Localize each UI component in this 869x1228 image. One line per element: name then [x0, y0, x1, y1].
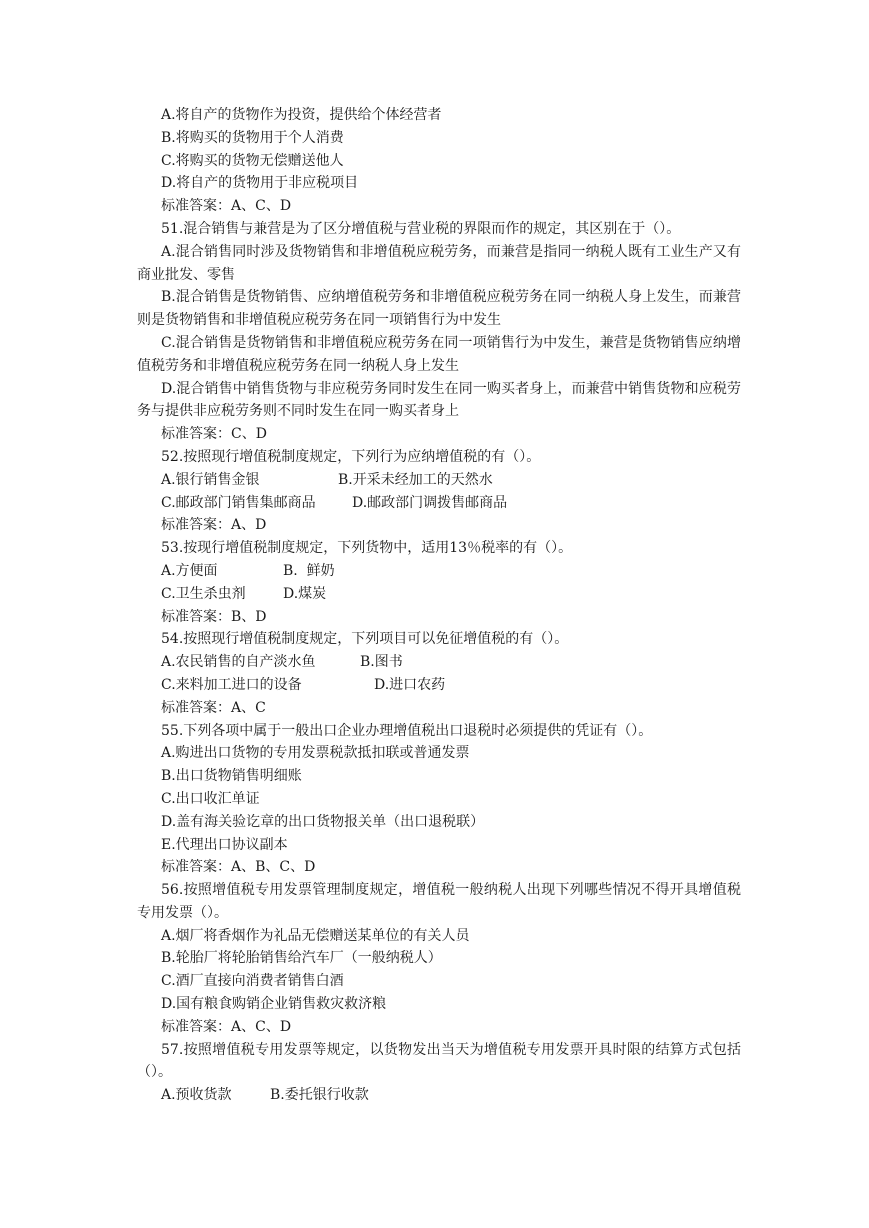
q56-option-c: C.酒厂直接向消费者销售白酒	[161, 973, 344, 990]
q53-option-a: A.方便面	[161, 562, 218, 579]
q51-option-a: A.混合销售同时涉及货物销售和非增值税应税劳务，而兼营是指同一纳税人既有工业生产又有商业批发、零售	[137, 243, 741, 283]
q53-option-c: C.卫生杀虫剂	[161, 585, 246, 602]
q54-option-c: C.来料加工进口的设备	[161, 676, 302, 693]
q54-option-d: D.进口农药	[374, 676, 446, 693]
q54-option-a: A.农民销售的自产淡水鱼	[161, 654, 316, 671]
q50-answer: 标准答案：A、C、D	[161, 198, 292, 215]
q52-options-row-1	[137, 469, 741, 492]
q52-option-d: D.邮政部门调拨售邮商品	[352, 494, 508, 511]
q53-options-row-2	[137, 583, 741, 606]
q55-question: 55.下列各项中属于一般出口企业办理增值税出口退税时必须提供的凭证有（）。	[161, 722, 653, 739]
q55-answer: 标准答案：A、B、C、D	[161, 859, 316, 876]
q53-options-row-1	[137, 560, 741, 583]
q54-answer: 标准答案：A、C	[161, 699, 266, 716]
q52-option-c: C.邮政部门销售集邮商品	[161, 494, 316, 511]
q51-option-b: B.混合销售是货物销售、应纳增值税劳务和非增值税应税劳务在同一纳税人身上发生，而兼营则是货物销售和非增值税应税劳务在同一项销售行为中发生	[137, 289, 741, 329]
q54-option-b: B.图书	[360, 654, 403, 671]
q57-option-b: B.委托银行收款	[270, 1087, 369, 1104]
q52-option-a: A.银行销售金银	[161, 471, 260, 488]
document-page	[137, 104, 741, 1107]
q55-option-d: D.盖有海关验讫章的出口货物报关单（出口退税联）	[161, 813, 485, 830]
q50-option-d: D.将自产的货物用于非应税项目	[161, 175, 359, 192]
q52-question: 52.按照现行增值税制度规定，下列行为应纳增值税的有（）。	[161, 448, 541, 465]
q53-option-d: D.煤炭	[283, 585, 327, 602]
q53-option-b: B. 鲜奶	[283, 562, 335, 579]
q51-option-d: D.混合销售中销售货物与非应税劳务同时发生在同一购买者身上，而兼营中销售货物和应税劳务与提供非应税劳务则不同时发生在同一购买者身上	[137, 380, 741, 420]
q56-option-b: B.轮胎厂将轮胎销售给汽车厂（一般纳税人）	[161, 950, 442, 967]
q54-question: 54.按照现行增值税制度规定，下列项目可以免征增值税的有（）。	[161, 631, 569, 648]
q52-answer: 标准答案：A、D	[161, 517, 267, 534]
q55-option-e: E.代理出口协议副本	[161, 836, 288, 853]
q51-answer: 标准答案：C、D	[161, 426, 267, 443]
q55-option-b: B.出口货物销售明细账	[161, 768, 302, 785]
q55-option-a: A.购进出口货物的专用发票税款抵扣联或普通发票	[161, 745, 470, 762]
q56-question: 56.按照增值税专用发票管理制度规定，增值税一般纳税人出现下列哪些情况不得开具增值税专用发票（）。	[137, 882, 741, 921]
q54-options-row-2	[137, 674, 741, 697]
q57-options-row-1	[137, 1084, 741, 1107]
q51-option-c: C.混合销售是货物销售和非增值税应税劳务在同一项销售行为中发生，兼营是货物销售应纳增值税劳务和非增值税应税劳务在同一纳税人身上发生	[137, 334, 741, 374]
q50-option-a: A.将自产的货物作为投资，提供给个体经营者	[161, 107, 442, 123]
q56-answer: 标准答案：A、C、D	[161, 1018, 292, 1035]
q52-options-row-2	[137, 492, 741, 515]
q55-option-c: C.出口收汇单证	[161, 790, 260, 807]
q53-answer: 标准答案：B、D	[161, 608, 267, 625]
q57-option-a: A.预收货款	[161, 1087, 232, 1104]
q50-option-b: B.将购买的货物用于个人消费	[161, 129, 344, 146]
q57-question: 57.按照增值税专用发票等规定，以货物发出当天为增值税专用发票开具时限的结算方式包括（）。	[137, 1041, 741, 1081]
q53-question: 53.按现行增值税制度规定，下列货物中，适用13％税率的有（）。	[161, 540, 573, 557]
q50-option-c: C.将购买的货物无偿赠送他人	[161, 152, 344, 169]
q51-question: 51.混合销售与兼营是为了区分增值税与营业税的界限而作的规定，其区别在于（）。	[161, 220, 681, 237]
q52-option-b: B.开采未经加工的天然水	[338, 471, 493, 488]
q56-option-d: D.国有粮食购销企业销售救灾救济粮	[161, 996, 387, 1013]
q54-options-row-1	[137, 651, 741, 674]
q56-option-a: A.烟厂将香烟作为礼品无偿赠送某单位的有关人员	[161, 927, 470, 944]
